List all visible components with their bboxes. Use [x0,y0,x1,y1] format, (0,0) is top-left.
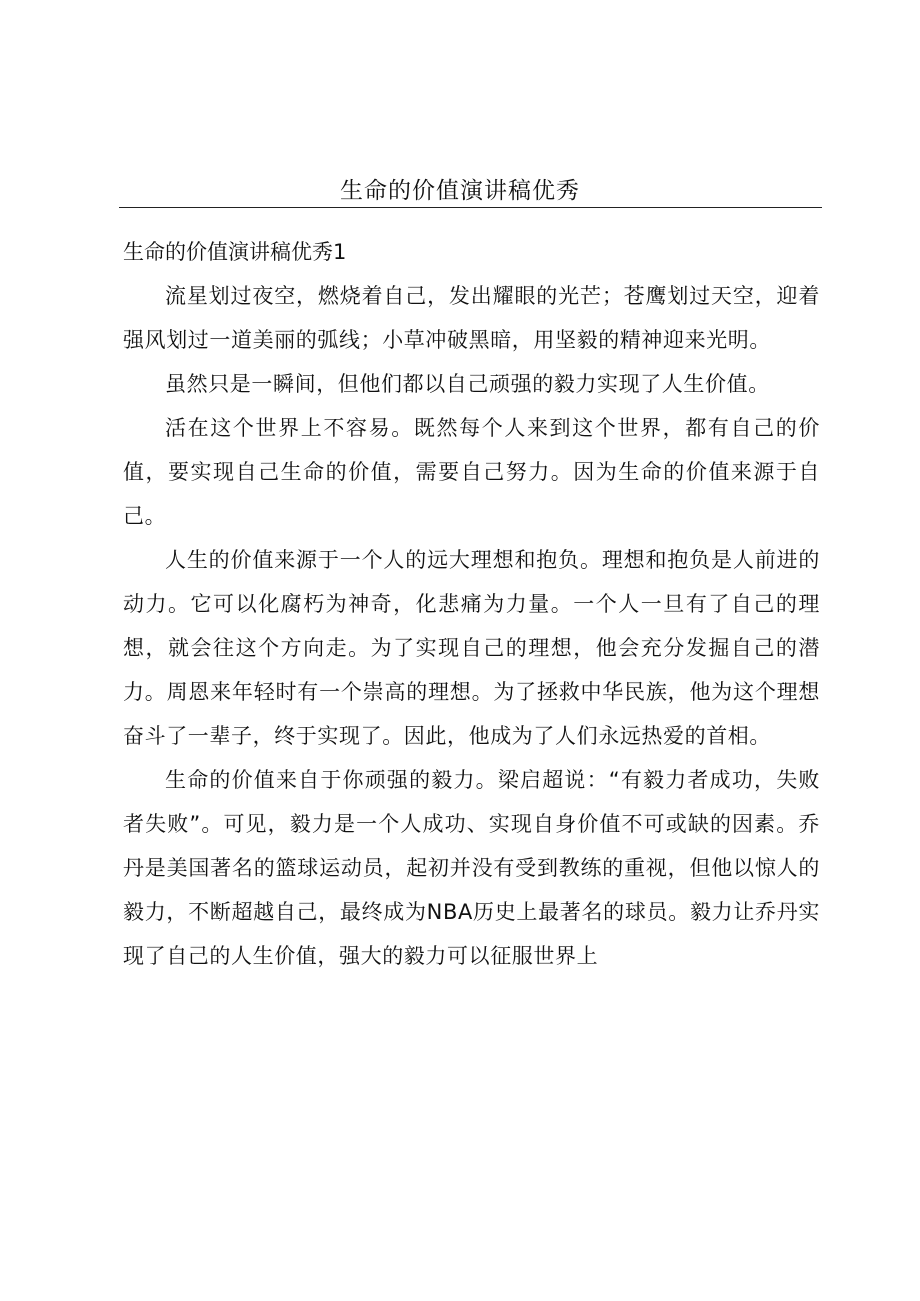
section-heading: 生命的价值演讲稿优秀1 [123,240,347,264]
paragraph-5: 生命的价值来自于你顽强的毅力。梁启超说：“有毅力者成功，失败者失败”。可见，毅力是一个人成功、实现自身价值不可或缺的因素。乔丹是美国著名的篮球运动员，起初并没有受到教练的重视，但他以惊人的毅力，不断超越自己，最终成为NBA历史上最著名的球员。毅力让乔丹实现了自己的人生价值，强大的毅力可以征服世界上 [123,768,820,968]
paragraph-3: 活在这个世界上不容易。既然每个人来到这个世界，都有自己的价值，要实现自己生命的价值，需要自己努力。因为生命的价值来源于自己。 [123,416,820,528]
paragraph-2: 虽然只是一瞬间，但他们都以自己顽强的毅力实现了人生价值。 [165,372,770,396]
document-title: 生命的价值演讲稿优秀 [340,178,580,204]
paragraph-1: 流星划过夜空，燃烧着自己，发出耀眼的光芒；苍鹰划过天空，迎着强风划过一道美丽的弧线；小草冲破黑暗，用坚毅的精神迎来光明。 [123,284,820,352]
title-divider [119,207,822,208]
paragraph-4: 人生的价值来源于一个人的远大理想和抱负。理想和抱负是人前进的动力。它可以化腐朽为神奇，化悲痛为力量。一个人一旦有了自己的理想，就会往这个方向走。为了实现自己的理想，他会充分发掘自己的潜力。周恩来年轻时有一个崇高的理想。为了拯救中华民族，他为这个理想奋斗了一辈子，终于实现了。因此，他成为了人们永远热爱的首相。 [123,548,820,748]
document-body [123,230,820,978]
